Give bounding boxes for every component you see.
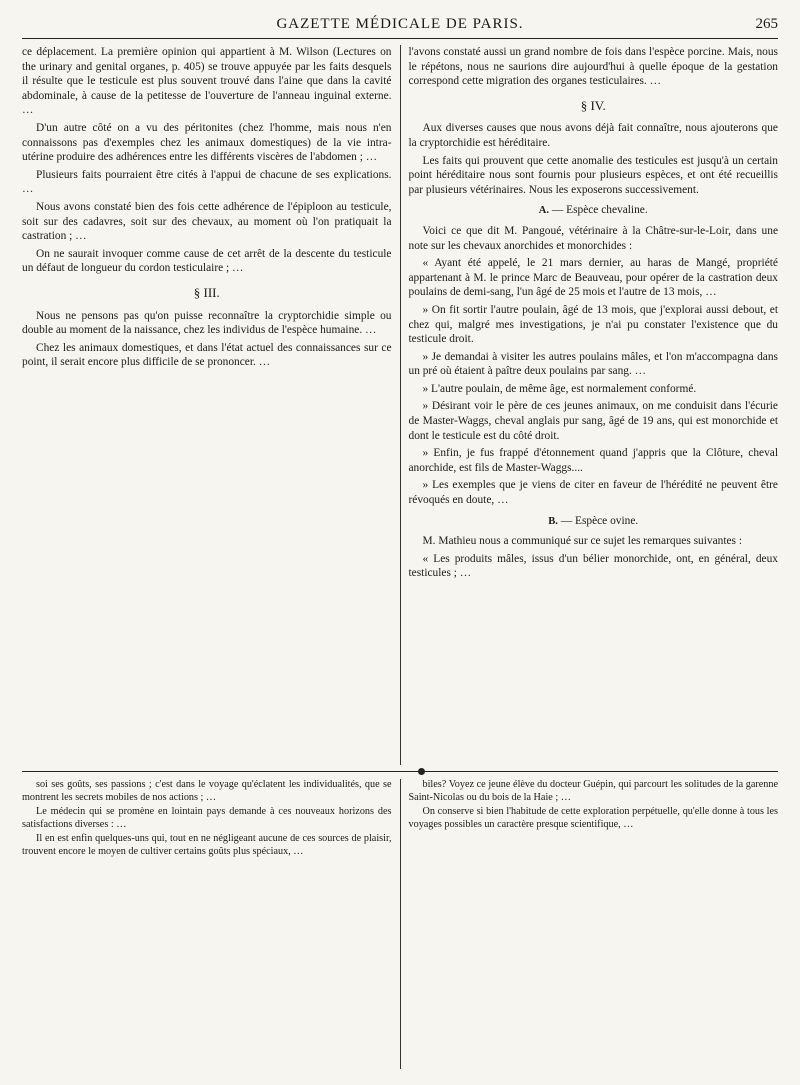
paragraph: soi ses goûts, ses passions ; c'est dans le voyage qu'éclatent les individualités, que se montrent les secrets mobiles de nos actions ; …: [22, 779, 392, 803]
section-heading-iii: § III.: [193, 284, 220, 300]
subsection-heading-b: [409, 514, 779, 530]
paragraph: Chez les animaux domestiques, et dans l'état actuel des connaissances sur ce point, il serait encore plus difficile de se prononcer. …: [22, 341, 392, 369]
paragraph: l'avons constaté aussi un grand nombre de fois dans l'espèce porcine. Mais, nous le répétons, nous ne saurions dire aujourd'hui à quelle époque de la gestation correspond cette migration des organes testiculaires. …: [408, 46, 778, 88]
section-heading-iv: § IV.: [580, 97, 606, 113]
feuilleton-divider: [22, 765, 778, 779]
divider-dot: [418, 768, 425, 775]
subsection-title: — Espèce ovine.: [560, 514, 639, 527]
paragraph: Voici ce que dit M. Pangoué, vétérinaire à la Châtre-sur-le-Loir, dans une note sur les chevaux anorchides et monorchides :: [408, 224, 778, 252]
paragraph: » Je demandai à visiter les autres poulains mâles, et l'on m'accompagna dans un pré où étaient à paître deux poulains par sang. …: [408, 350, 778, 378]
paragraph: Il en est enfin quelques-uns qui, tout en ne négligeant aucune de ces sources de plaisir, trouvent encore le moyen de cultiver certains goûts plus spéciaux, …: [22, 833, 392, 857]
paragraph: Aux diverses causes que nous avons déjà fait connaître, nous ajouterons que la cryptorchidie est héréditaire.: [408, 122, 778, 149]
journal-title: GAZETTE MÉDICALE DE PARIS.: [276, 16, 524, 32]
feuilleton-right-column: [401, 779, 779, 1069]
paragraph: Nous avons constaté bien des fois cette adhérence de l'épiploon au testicule, soit sur des cadavres, soit sur des chevaux, au moment où l'on pratiquait la castration ; …: [22, 200, 392, 243]
paragraph: On conserve si bien l'habitude de cette exploration perpétuelle, qu'elle donne à tous les voyages possibles un caractère presque scientifique, …: [408, 806, 778, 830]
page-number: 265: [755, 16, 778, 32]
left-column: [22, 45, 400, 765]
paragraph: » Enfin, je fus frappé d'étonnement quand j'appris que la Clôture, cheval anorchide, est fils de Master-Waggs....: [408, 447, 778, 474]
paragraph: » Les exemples que je viens de citer en faveur de l'hérédité ne peuvent être révoqués en doute, …: [408, 479, 778, 507]
paragraph: On ne saurait invoquer comme cause de cet arrêt de la descente du testicule un défaut de longueur du cordon testiculaire ; …: [22, 247, 392, 275]
paragraph: Les faits qui prouvent que cette anomalie des testicules est jusqu'à un certain point héréditaire nous sont fournis pour plusieurs espèces, et ont été recueillis par plusieurs vétérinaires. Nous les exposerons successivement.: [408, 154, 778, 196]
divider-line: [22, 771, 778, 772]
paragraph: D'un autre côté on a vu des péritonites (chez l'homme, mais nous n'en connaissons pas d'exemples chez les animaux domestiques) de la vie intra-utérine produire des adhérences entre les différents viscères de l'abdomen ; …: [22, 121, 392, 164]
paragraph: ce déplacement. La première opinion qui appartient à M. Wilson (Lectures on the urinary and genital organes, p. 405) se trouve appuyée par les faits desquels il résulte que le testicule est plus souvent trouvé dans l'aine que dans la cavité abdominale, à cause de la petitesse de l'ouverture de l'anneau inguinal externe. …: [22, 46, 392, 117]
subsection-label: A.: [538, 205, 550, 217]
paragraph: « Les produits mâles, issus d'un bélier monorchide, ont, en général, deux testicules ; …: [408, 552, 778, 580]
paragraph: » On fit sortir l'autre poulain, âgé de 13 mois, que j'explorai aussi debout, et chez qui, malgré mes investigations, je n'ai pu constater l'existence que du testicule droit.: [408, 303, 778, 346]
paragraph: M. Mathieu nous a communiqué sur ce sujet les remarques suivantes :: [422, 535, 742, 548]
right-column: [401, 45, 779, 765]
paragraph: » L'autre poulain, de même âge, est normalement conformé.: [422, 382, 697, 395]
subsection-label: B.: [548, 515, 558, 527]
running-head: [22, 14, 778, 39]
article-columns: [22, 45, 778, 765]
subsection-title: — Espèce chevaline.: [551, 204, 648, 217]
paragraph: biles? Voyez ce jeune élève du docteur Guépin, qui parcourt les solitudes de la garenne Saint-Nicolas ou du bois de la Haie ; …: [408, 779, 778, 803]
paragraph: Le médecin qui se promène en lointain pays demande à ces nouveaux horizons des satisfactions diverses : …: [22, 806, 392, 830]
feuilleton-columns: [22, 779, 778, 1069]
subsection-heading-a: [409, 203, 779, 219]
paragraph: Plusieurs faits pourraient être cités à l'appui de chacune de ses explications. …: [22, 168, 392, 196]
paragraph: « Ayant été appelé, le 21 mars dernier, au haras de Mangé, propriété appartenant à M. le prince Marc de Beauveau, pour opérer de la castration deux poulains de demi-sang, l'un âgé de 25 mois et l'autre de 13 mois, …: [408, 257, 778, 299]
paragraph: Nous ne pensons pas qu'on puisse reconnaître la cryptorchidie simple ou double au moment de la naissance, chez les individus de l'espèce humaine. …: [22, 309, 392, 337]
feuilleton-left-column: [22, 779, 400, 1069]
paragraph: » Désirant voir le père de ces jeunes animaux, on me conduisit dans l'écurie de Master-Waggs, cheval anglais pur sang, âgé de 19 ans, qui est monorchide et dont le testicule est du côté droit.: [408, 400, 778, 442]
